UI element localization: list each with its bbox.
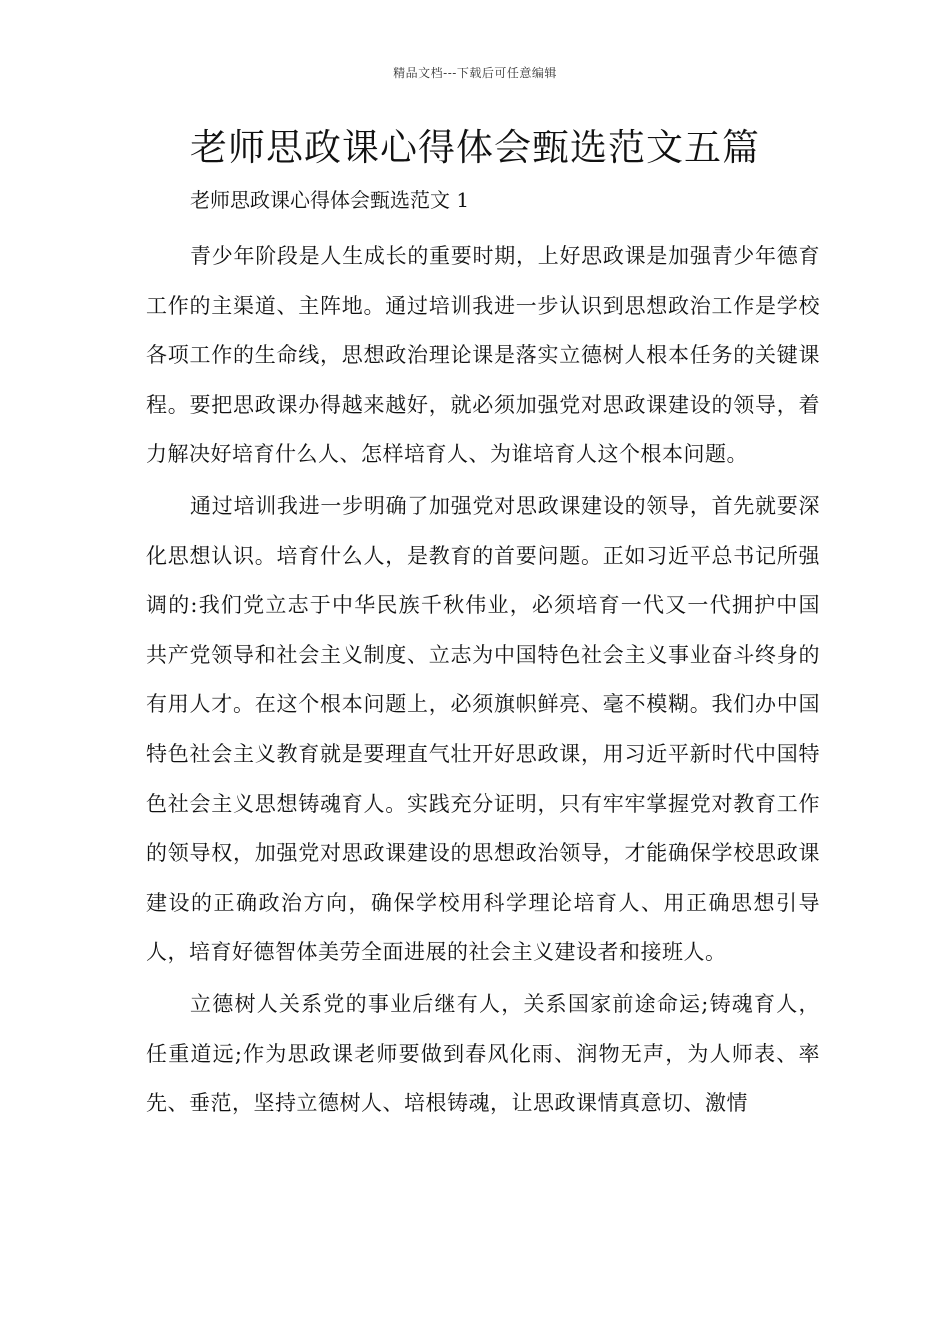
document-title: 老师思政课心得体会甄选范文五篇 <box>190 126 760 169</box>
paragraph-1: 青少年阶段是人生成长的重要时期，上好思政课是加强青少年德育工作的主渠道、主阵地。通过培训我进一步认识到思想政治工作是学校各项工作的生命线，思想政治理论课是落实立德树人根本任务的关键课程。要把思政课办得越来越好，就必须加强党对思政课建设的领导，着力解决好培育什么人、怎样培育人、为谁培育人这个根本问题。 <box>146 244 820 467</box>
document-body <box>146 232 820 1131</box>
paragraph-3: 立德树人关系党的事业后继有人，关系国家前途命运;铸魂育人，任重道远;作为思政课老师要做到春风化雨、润物无声，为人师表、率先、垂范，坚持立德树人、培根铸魂，让思政课情真意切、激情 <box>146 991 820 1116</box>
header-note: 精品文档---下载后可任意编辑 <box>393 66 557 80</box>
paragraph-2: 通过培训我进一步明确了加强党对思政课建设的领导，首先就要深化思想认识。培育什么人，是教育的首要问题。正如习近平总书记所强调的:我们党立志于中华民族千秋伟业，必须培育一代又一代拥护中国共产党领导和社会主义制度、立志为中国特色社会主义事业奋斗终身的有用人才。在这个根本问题上，必须旗帜鲜亮、毫不模糊。我们办中国特色社会主义教育就是要理直气壮开好思政课，用习近平新时代中国特色社会主义思想铸魂育人。实践充分证明，只有牢牢掌握党对教育工作的领导权，加强党对思政课建设的思想政治领导，才能确保学校思政课建设的正确政治方向，确保学校用科学理论培育人、用正确思想引导人，培育好德智体美劳全面进展的社会主义建设者和接班人。 <box>146 493 820 965</box>
section-subtitle: 老师思政课心得体会甄选范文 1 <box>190 188 470 212</box>
